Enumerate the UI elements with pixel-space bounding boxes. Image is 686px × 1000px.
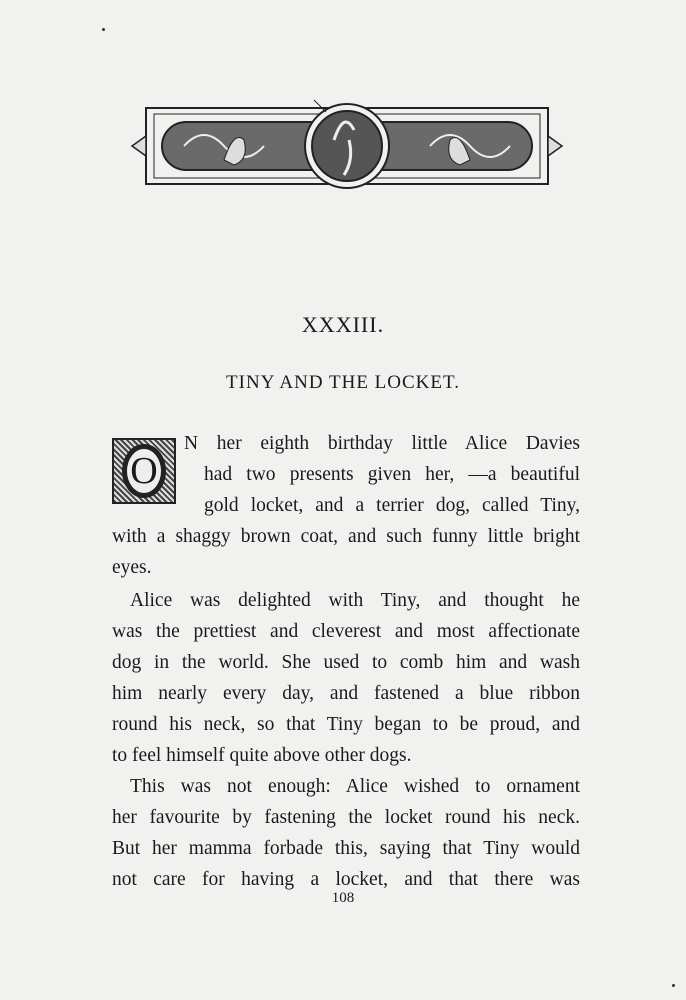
- text-line: eyes.: [112, 557, 152, 578]
- text-line: round his neck, so that Tiny began to be proud, and: [112, 714, 580, 735]
- drop-cap-letter: O: [122, 444, 166, 498]
- text-line: gold locket, and a terrier dog, called Tiny,: [204, 495, 580, 516]
- text-line: him nearly every day, and fastened a blue ribbon: [112, 683, 580, 704]
- text-line: had two presents given her, —a beautiful: [204, 464, 580, 485]
- text-line: her favourite by fastening the locket round his neck.: [112, 807, 580, 828]
- text-line: Alice was delighted with Tiny, and thought he: [130, 590, 580, 611]
- header-ornament: [124, 100, 570, 192]
- text-line: dog in the world. She used to comb him and wash: [112, 652, 580, 673]
- text-line: with a shaggy brown coat, and such funny little bright: [112, 526, 580, 547]
- text-line: This was not enough: Alice wished to ornament: [130, 776, 580, 797]
- chapter-title: TINY AND THE LOCKET.: [226, 372, 460, 393]
- text-line: N her eighth birthday little Alice Davies: [184, 433, 580, 454]
- drop-cap-initial: [112, 438, 176, 504]
- text-line: to feel himself quite above other dogs.: [112, 745, 412, 766]
- text-line: was the prettiest and cleverest and most affectionate: [112, 621, 580, 642]
- speck: [672, 984, 675, 987]
- text-line: But her mamma forbade this, saying that Tiny would: [112, 838, 580, 859]
- speck: [102, 28, 105, 31]
- chapter-number: XXXIII.: [301, 312, 385, 337]
- page-number: 108: [331, 890, 355, 906]
- text-line: not care for having a locket, and that there was: [112, 869, 580, 890]
